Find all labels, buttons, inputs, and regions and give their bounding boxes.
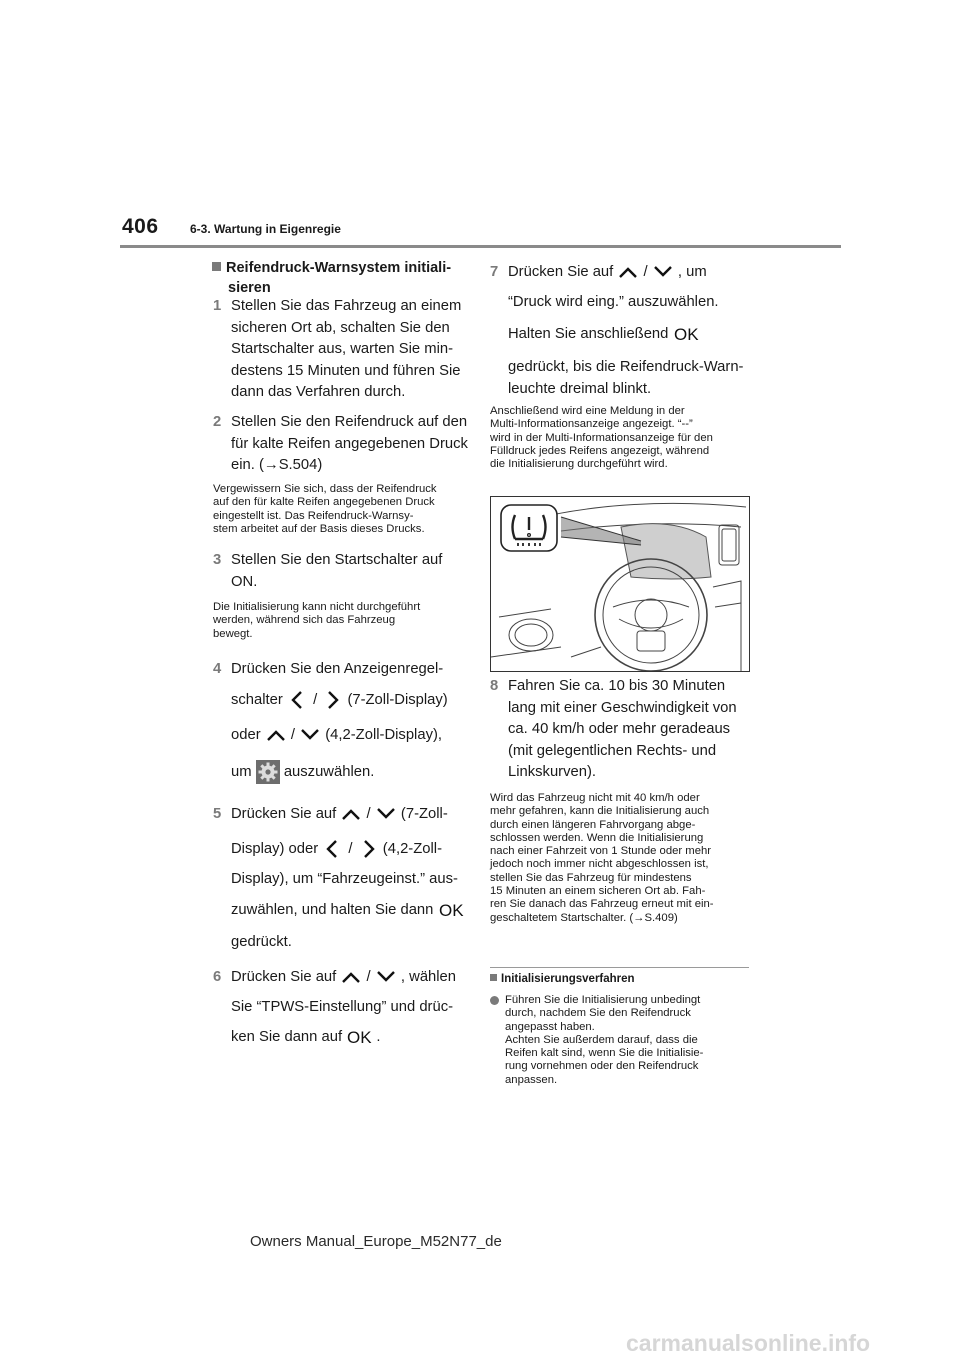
step-text: gedrückt, bis die Reifendruck-Warn- [508,359,744,375]
footer-text: Owners Manual_Europe_M52N77_de [250,1233,502,1250]
chevron-up-icon [340,806,362,822]
step-text: Drücken Sie auf / , um [508,264,707,280]
step-7 [490,262,760,402]
chevron-down-icon [375,806,397,822]
step-text: Display), um “Fahrzeugeinst.” aus- [231,871,458,887]
step-text: Fahren Sie ca. 10 bis 30 Minuten [508,678,726,694]
step-number: 1 [213,298,222,314]
settings-gear-icon [256,760,280,784]
chevron-right-icon [357,838,379,860]
step-number: 7 [490,264,499,280]
bullet-line: durch, nachdem Sie den Reifendruck [505,1007,691,1020]
step-text: oder / (4,2-Zoll-Display), [231,727,442,743]
chevron-right-icon [321,689,343,711]
note-line: Fülldruck jedes Reifens angezeigt, während [490,444,710,457]
note-line: bewegt. [213,627,253,640]
step-text: Linkskurven). [508,764,596,780]
svg-text:OK: OK [673,325,699,344]
step-text: “Druck wird eing.” auszuwählen. [508,294,719,310]
round-bullet-icon [490,996,499,1005]
subheading [490,973,635,985]
step-text: dann das Verfahren durch. [231,384,406,400]
bullet-line: angepasst haben. [505,1020,595,1033]
svg-text:OK: OK [347,1028,372,1047]
section-heading [212,258,482,298]
note-step-3 [213,601,420,641]
step-8 [490,676,760,786]
ok-button-icon [438,901,464,919]
note-line: wird in der Multi-Informationsanzeige für den [490,431,713,444]
note-line: Vergewissern Sie sich, dass der Reifendruck [213,483,437,495]
note-step-7 [490,405,713,471]
note-line: stem arbeitet auf der Basis dieses Drucks. [213,522,425,535]
note-line: die Initialisierung durchgeführt wird. [490,458,668,471]
chevron-down-icon [652,264,674,280]
section-divider [490,967,749,968]
note-line: Wird das Fahrzeug nicht mit 40 km/h oder [490,792,700,804]
step-text: Display) oder / (4,2-Zoll- [231,838,442,860]
dashboard-drawing [491,497,749,671]
page-number: 406 [122,215,159,238]
header-rule [120,245,841,248]
note-line: Anschließend wird eine Meldung in der [490,405,685,417]
step-number: 6 [213,969,222,985]
bullet-line: rung vornehmen oder den Reifendruck [505,1060,699,1073]
note-line: durch einen längeren Fahrvorgang abge- [490,818,696,831]
note-line: geschaltetem Startschalter. (→S.409) [490,911,678,924]
dashboard-illustration [490,496,750,672]
subheading-text: Initialisierungsverfahren [501,973,635,985]
step-3 [213,550,483,594]
step-text: gedrückt. [231,934,292,950]
ok-button-icon [346,1028,372,1046]
bullet-line: Achten Sie außerdem darauf, dass die [505,1033,698,1046]
step-text: Stellen Sie das Fahrzeug an einem [231,298,462,314]
note-line: nach einer Fahrzeit von 1 Stunde oder mehr [490,845,712,858]
note-step-2 [213,483,437,536]
step-text: ca. 40 km/h oder mehr geradeaus [508,721,731,737]
note-line: auf den für kalte Reifen angegebenen Druck [213,496,435,509]
step-5 [213,804,483,954]
step-number: 2 [213,414,222,430]
ok-button-icon [673,325,699,343]
square-bullet-icon [212,262,221,271]
bullet-line: Reifen kalt sind, wenn Sie die Initialisie- [505,1047,704,1060]
step-2 [213,412,483,478]
step-text: leuchte dreimal blinkt. [508,381,652,397]
note-line: stellen Sie das Fahrzeug für mindestens [490,871,692,884]
heading-line-1: Reifendruck-Warnsystem initiali- [226,260,452,276]
note-line: Multi-Informationsanzeige angezeigt. “--” [490,418,693,431]
note-step-8 [490,792,714,925]
chevron-up-icon [340,969,362,985]
step-text: destens 15 Minuten und führen Sie [231,362,461,379]
step-text: ON. [231,573,258,590]
note-line: jedoch noch immer nicht abgeschlossen ist, [490,858,709,871]
step-text: schalter / (7-Zoll-Display) [231,689,448,711]
step-number: 5 [213,806,222,822]
chevron-up-icon [265,727,287,743]
step-text: ken Sie dann auf OK . [231,1028,381,1047]
note-line: werden, während sich das Fahrzeug [213,614,396,627]
watermark: carmanualsonline.info [626,1330,871,1356]
step-text: zuwählen, und halten Sie dann OK [231,901,464,920]
step-text: Drücken Sie auf / , wählen [231,969,457,985]
step-1 [213,296,483,406]
step-text: (mit gelegentlichen Rechts- und [508,742,717,759]
note-line: ren Sie danach das Fahrzeug erneut mit ein- [490,898,714,911]
step-6 [213,967,483,1052]
step-number: 4 [213,661,222,677]
step-text: sicheren Ort ab, schalten Sie den [231,319,450,336]
square-bullet-icon [490,974,497,981]
note-line: schlossen werden. Wenn die Initialisierung [490,831,704,844]
heading-line-2: sieren [228,280,271,296]
note-line: 15 Minuten an einem sicheren Ort ab. Fah- [490,885,706,898]
note-line: eingestellt ist. Das Reifendruck-Warnsy- [213,509,414,522]
chevron-left-icon [287,689,309,711]
step-text: Stellen Sie den Startschalter auf [231,552,443,568]
chevron-up-icon [617,264,639,280]
section-title: 6-3. Wartung in Eigenregie [190,222,341,236]
step-4 [213,659,483,789]
step-number: 3 [213,552,222,568]
step-text: Drücken Sie auf / (7-Zoll- [231,806,448,822]
svg-text:OK: OK [438,901,464,920]
bullet-line: Führen Sie die Initialisierung unbedingt [505,994,701,1006]
step-text: ein. (→S.504) [231,457,323,473]
note-line: mehr gefahren, kann die Initialisierung auch [490,805,710,818]
note-line: Die Initialisierung kann nicht durchgeführt [213,601,421,613]
step-text: für kalte Reifen angegebenen Druck [231,435,468,452]
step-text: Startschalter aus, warten Sie min- [231,341,454,357]
bullet-item [490,994,760,1087]
chevron-left-icon [322,838,344,860]
bullet-line: anpassen. [505,1073,558,1086]
step-text: um auszuwählen. [231,760,374,784]
step-number: 8 [490,678,499,694]
chevron-down-icon [375,969,397,985]
step-text: Sie “TPWS-Einstellung” und drüc- [231,999,454,1015]
step-text: Halten Sie anschließend OK [508,325,699,344]
step-text: Stellen Sie den Reifendruck auf den [231,414,468,430]
step-text: Drücken Sie den Anzeigenregel- [231,661,444,677]
chevron-down-icon [299,727,321,743]
step-text: lang mit einer Geschwindigkeit von [508,699,737,716]
